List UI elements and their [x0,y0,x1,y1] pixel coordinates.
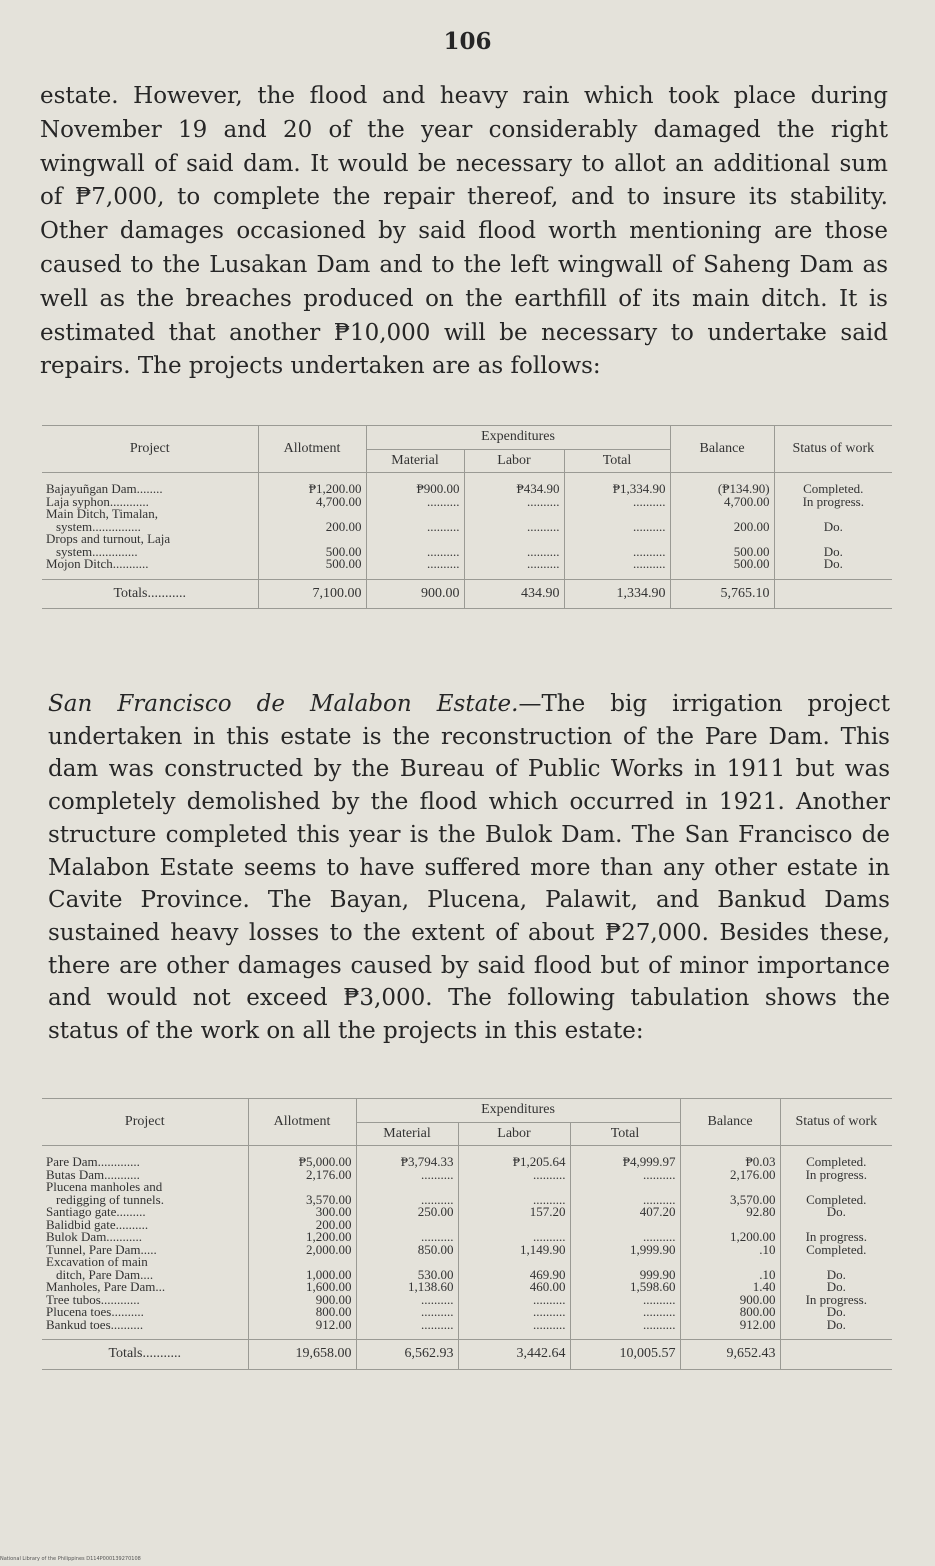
cell-balance: ₱0.03 [680,1146,780,1169]
cell-balance: 1.40 [680,1281,780,1294]
cell-status: Completed. [806,1241,867,1257]
cell-project: Tree tubos............ [42,1294,248,1307]
table-row [42,496,892,509]
cell-project: Excavation of main [42,1256,248,1269]
cell-labor: .......... [464,496,564,509]
cell-status: In progress. [802,493,864,509]
cell-balance: .10 [680,1269,780,1282]
cell-status: Completed. [806,1191,867,1207]
cell-balance: 92.80 [680,1206,780,1219]
paragraph-san-francisco-estate [48,688,890,1048]
cell-balance: 900.00 [680,1294,780,1307]
totals-labor: 3,442.64 [458,1340,570,1370]
cell-status: Do. [826,1279,846,1294]
cell-project: Laja syphon............ [42,496,258,509]
cell-project: ditch, Pare Dam.... [42,1269,248,1282]
cell-material: 1,138.60 [356,1281,458,1294]
cell-labor: ₱434.90 [464,473,564,496]
table-row [42,1244,892,1257]
projects-table-2 [42,1098,892,1370]
cell-project: Plucena toes.......... [42,1306,248,1319]
cell-project: Butas Dam........... [42,1169,248,1182]
cell-allotment: 3,570.00 [248,1194,356,1207]
cell-project: Mojon Ditch........... [42,558,258,579]
header-status: Status of work [780,1099,892,1146]
cell-balance: 912.00 [680,1319,780,1340]
header-project: Project [42,426,258,473]
header-total: Total [570,1122,680,1146]
cell-allotment: ₱5,000.00 [248,1146,356,1169]
estate-heading: San Francisco de Malabon Estate. [48,691,519,717]
totals-total: 10,005.57 [570,1340,680,1370]
table-1-totals-row [42,579,892,609]
cell-material: 530.00 [356,1269,458,1282]
cell-allotment: 500.00 [258,558,366,579]
table-row [42,473,892,496]
table-row [42,1169,892,1182]
cell-total: ₱1,334.90 [564,473,670,496]
cell-balance: 200.00 [670,521,774,534]
cell-total: .......... [570,1319,680,1340]
header-status: Status of work [774,426,892,473]
header-project: Project [42,1099,248,1146]
header-balance: Balance [670,426,774,473]
cell-allotment: 1,000.00 [248,1269,356,1282]
page-number: 106 [443,28,492,55]
paragraph-estate-damages: estate. However, the flood and heavy rain which took place during November 19 and 20 of the year considerably damaged the right wingwall of said dam. It would be necessary to allot an additional sum of ₱7,000, to complete the repair thereof, and to insure its stability. Other damages occasioned by said flood worth mentioning are those caused to the Lusakan Dam and to the left wingwall of Saheng Dam as well as the breaches produced on the earthfill of its main ditch. It is estimated that another ₱10,000 will be necessary to undertake said repairs. The projects undertaken are as follows: [40,83,888,380]
cell-project: Balidbid gate.......... [42,1219,248,1232]
cell-balance: 500.00 [670,546,774,559]
cell-allotment: 1,200.00 [248,1231,356,1244]
totals-allotment: 7,100.00 [258,579,366,609]
cell-allotment: 200.00 [248,1219,356,1232]
cell-balance: .10 [680,1244,780,1257]
cell-labor: .......... [458,1194,570,1207]
cell-labor: 1,149.90 [458,1244,570,1257]
cell-material: 850.00 [356,1244,458,1257]
cell-material: .......... [366,521,464,534]
cell-balance: 500.00 [670,558,774,579]
cell-status: Do. [823,556,843,571]
header-labor: Labor [464,449,564,473]
footer-credit: National Library of the Philippines D114P000139270108 [0,1556,141,1562]
cell-labor: 157.20 [458,1206,570,1219]
cell-status: In progress. [805,1166,867,1182]
cell-total: .......... [564,521,670,534]
cell-allotment: 200.00 [258,521,366,534]
totals-balance: 9,652.43 [680,1340,780,1370]
header-balance: Balance [680,1099,780,1146]
header-material: Material [366,449,464,473]
cell-balance: (₱134.90) [670,473,774,496]
cell-status: In progress. [805,1291,867,1307]
table-2-totals-row [42,1340,892,1370]
cell-project: Tunnel, Pare Dam..... [42,1244,248,1257]
cell-material: .......... [366,496,464,509]
table-row [42,1206,892,1219]
cell-allotment: 800.00 [248,1306,356,1319]
cell-balance: 800.00 [680,1306,780,1319]
table-row [42,558,892,579]
cell-labor: .......... [464,558,564,579]
cell-project: Drops and turnout, Laja [42,533,258,546]
cell-material: .......... [356,1319,458,1340]
cell-project: Main Ditch, Timalan, [42,508,258,521]
cell-material: .......... [356,1194,458,1207]
cell-project: system.............. [42,546,258,559]
cell-total: .......... [564,496,670,509]
cell-project: Santiago gate......... [42,1206,248,1219]
header-allotment: Allotment [248,1099,356,1146]
cell-labor: .......... [458,1294,570,1307]
totals-labor: 434.90 [464,579,564,609]
cell-status: Do. [823,518,843,534]
cell-material: .......... [356,1231,458,1244]
cell-material: 250.00 [356,1206,458,1219]
cell-total: 1,598.60 [570,1281,680,1294]
estate-body: —The big irrigation project undertaken in this estate is the reconstruction of the Pare Dam. This dam was constructed by the Bureau of Public Works in 1911 but was completely demolished by the flood which occurred in 1921. Another structure completed this year is the Bulok Dam. The San Francisco de Malabon Estate seems to have suffered more than any other estate in Cavite Province. The Bayan, Plucena, Palawit, and Bankud Dams sustained heavy losses to the extent of about ₱27,000. Besides these, there are other damages caused by said flood but of minor importance and would not exceed ₱3,000. The following tabulation shows the status of the work on all the projects in this estate: [48,691,890,1045]
cell-status: Do. [826,1316,846,1332]
cell-total: .......... [570,1194,680,1207]
cell-allotment: 912.00 [248,1319,356,1340]
table-2-body [42,1146,892,1340]
header-material: Material [356,1122,458,1146]
cell-labor: ₱1,205.64 [458,1146,570,1169]
cell-project: Bulok Dam........... [42,1231,248,1244]
cell-project: Bajayuñgan Dam........ [42,473,258,496]
totals-label: Totals........... [42,579,258,609]
cell-project: Pare Dam............. [42,1146,248,1169]
cell-total: 1,999.90 [570,1244,680,1257]
cell-allotment: 4,700.00 [258,496,366,509]
totals-status-empty [780,1340,892,1370]
header-total: Total [564,449,670,473]
cell-total: .......... [570,1306,680,1319]
cell-material: .......... [366,546,464,559]
cell-labor: .......... [458,1319,570,1340]
totals-material: 900.00 [366,579,464,609]
cell-status: In progress. [805,1229,867,1244]
cell-total: .......... [570,1294,680,1307]
cell-allotment: 2,176.00 [248,1169,356,1182]
cell-status: Do. [826,1304,846,1319]
cell-project: Bankud toes.......... [42,1319,248,1340]
cell-status: Do. [823,543,843,559]
cell-allotment: 500.00 [258,546,366,559]
cell-total: .......... [564,546,670,559]
cell-labor: .......... [458,1306,570,1319]
cell-allotment: ₱1,200.00 [258,473,366,496]
cell-material: .......... [366,558,464,579]
totals-balance: 5,765.10 [670,579,774,609]
header-allotment: Allotment [258,426,366,473]
header-expenditures: Expenditures [366,426,670,450]
cell-allotment: 2,000.00 [248,1244,356,1257]
cell-project: Plucena manholes and [42,1181,248,1194]
totals-allotment: 19,658.00 [248,1340,356,1370]
cell-total: 407.20 [570,1206,680,1219]
cell-allotment: 1,600.00 [248,1281,356,1294]
cell-labor: .......... [464,521,564,534]
cell-material: .......... [356,1169,458,1182]
cell-total: 999.90 [570,1269,680,1282]
cell-labor: .......... [464,546,564,559]
header-expenditures: Expenditures [356,1099,680,1123]
cell-balance: 1,200.00 [680,1231,780,1244]
cell-balance: 3,570.00 [680,1194,780,1207]
cell-project: redigging of tunnels. [42,1194,248,1207]
cell-allotment: 900.00 [248,1294,356,1307]
cell-total: ₱4,999.97 [570,1146,680,1169]
cell-project: system............... [42,521,258,534]
table-1-body [42,473,892,580]
cell-material: .......... [356,1306,458,1319]
cell-status: Do. [826,1266,846,1282]
cell-balance: 4,700.00 [670,496,774,509]
cell-material: ₱900.00 [366,473,464,496]
cell-balance: 2,176.00 [680,1169,780,1182]
cell-labor: 460.00 [458,1281,570,1294]
cell-material: ₱3,794.33 [356,1146,458,1169]
cell-status: Completed. [803,481,864,496]
cell-status: Completed. [806,1154,867,1169]
cell-allotment: 300.00 [248,1206,356,1219]
cell-total: .......... [564,558,670,579]
cell-status: Do. [826,1204,846,1219]
cell-total: .......... [570,1231,680,1244]
cell-labor: .......... [458,1169,570,1182]
totals-material: 6,562.93 [356,1340,458,1370]
cell-labor: 469.90 [458,1269,570,1282]
totals-status-empty [774,579,892,609]
totals-total: 1,334.90 [564,579,670,609]
table-row [42,1146,892,1169]
cell-material: .......... [356,1294,458,1307]
cell-project: Manholes, Pare Dam... [42,1281,248,1294]
cell-total: .......... [570,1169,680,1182]
totals-label: Totals........... [42,1340,248,1370]
header-labor: Labor [458,1122,570,1146]
table-row [42,1319,892,1340]
projects-table-1 [42,425,892,609]
cell-labor: .......... [458,1231,570,1244]
